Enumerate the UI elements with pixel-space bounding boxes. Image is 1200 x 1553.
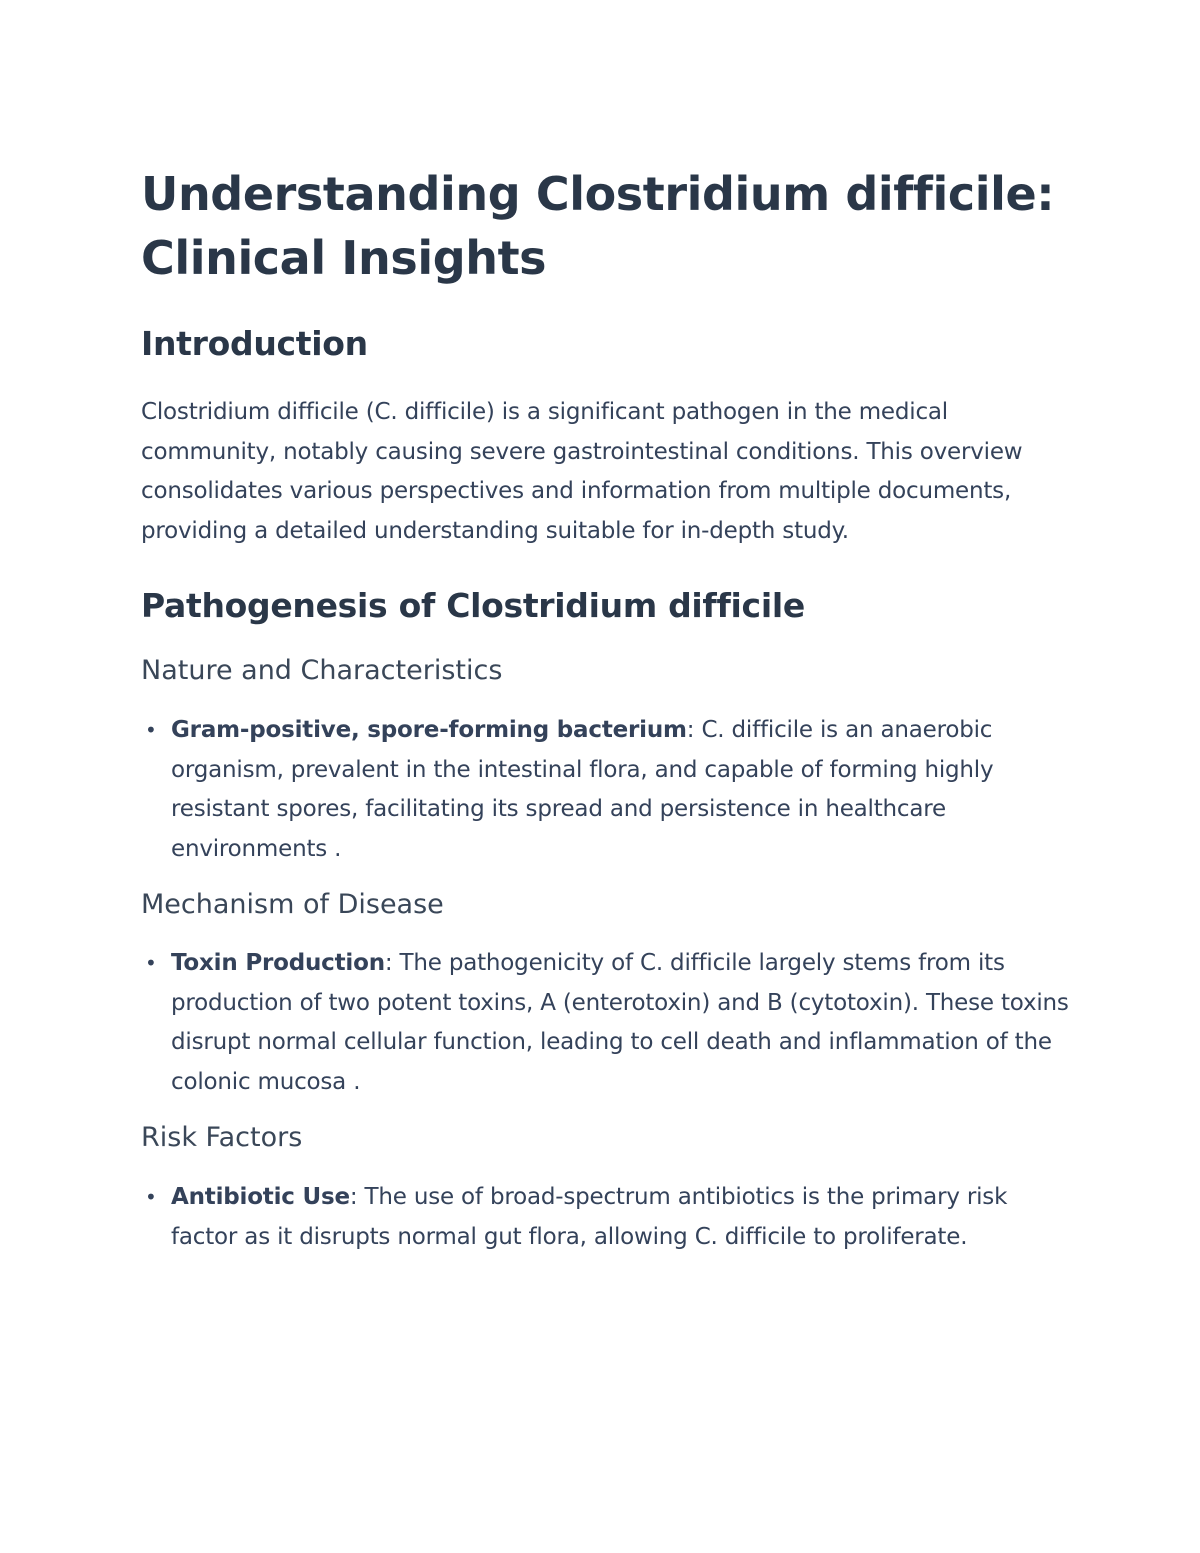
list-item <box>145 1178 1071 1257</box>
mechanism-of-disease-heading: Mechanism of Disease <box>141 889 444 920</box>
bullet-icon: • <box>145 951 157 975</box>
list-item-lead: Toxin Production <box>171 950 385 976</box>
list-item <box>145 944 1071 1102</box>
list-item-lead: Antibiotic Use <box>171 1184 350 1210</box>
list-item <box>145 711 1071 869</box>
introduction-heading: Introduction <box>141 324 368 363</box>
risk-factors-heading: Risk Factors <box>141 1122 303 1153</box>
mechanism-of-disease-list <box>141 944 1071 1102</box>
risk-factors-list <box>141 1178 1071 1257</box>
list-item-text: : C. difficile is an anaerobic organism, prevalent in the intestinal flora, and capable of forming highly resistant spores, facilitating its spread and persistence in healthcare environments . <box>171 717 994 862</box>
list-item-text: : The pathogenicity of C. difficile largely stems from its production of two potent toxins, A (enterotoxin) and B (cytotoxin). These toxins disrupt normal cellular function, leading to cell death and inflammation of the colonic mucosa . <box>171 950 1069 1095</box>
list-item-lead: Gram-positive, spore-forming bacterium <box>171 717 687 743</box>
bullet-icon: • <box>145 718 157 742</box>
document-title: Understanding Clostridium difficile: Clinical Insights <box>141 167 1055 285</box>
bullet-icon: • <box>145 1185 157 1209</box>
nature-characteristics-heading: Nature and Characteristics <box>141 655 503 686</box>
document-page <box>141 162 1071 1257</box>
pathogenesis-heading: Pathogenesis of Clostridium difficile <box>141 586 805 625</box>
introduction-paragraph: Clostridium difficile (C. difficile) is a significant pathogen in the medical community, notably causing severe gastrointestinal conditions. This overview consolidates various perspectives and information from multiple documents, providing a detailed understanding suitable for in-depth study. <box>141 399 1023 544</box>
nature-characteristics-list <box>141 711 1071 869</box>
list-item-text: : The use of broad-spectrum antibiotics is the primary risk factor as it disrupts normal gut flora, allowing C. difficile to proliferate. <box>171 1184 1008 1250</box>
